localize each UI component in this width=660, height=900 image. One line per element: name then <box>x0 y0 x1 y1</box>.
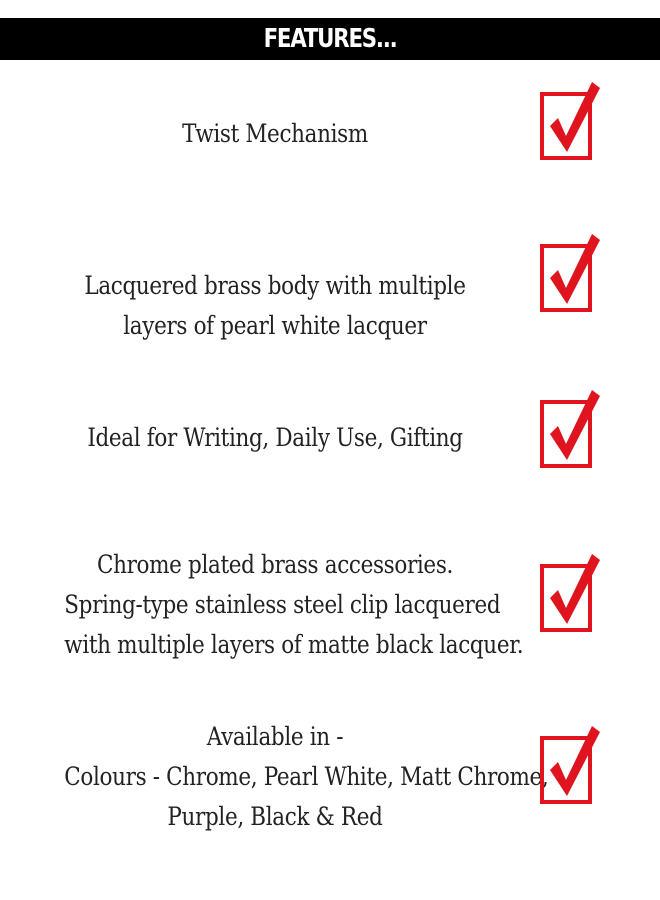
feature-line: Twist Mechanism <box>182 119 368 148</box>
feature-text <box>30 717 549 837</box>
feature-text <box>30 266 520 346</box>
feature-line: Spring-type stainless steel clip lacquered <box>64 590 501 619</box>
feature-text <box>30 545 524 665</box>
checkbox-checked-icon <box>538 78 604 164</box>
checkbox-checked-icon <box>538 386 604 472</box>
feature-line: Lacquered brass body with multiple <box>84 271 466 300</box>
features-header <box>0 18 660 60</box>
feature-text <box>30 114 520 154</box>
feature-line: Ideal for Writing, Daily Use, Gifting <box>87 423 463 452</box>
checkbox-checked-icon <box>538 550 604 636</box>
header-title: FEATURES... <box>263 24 397 54</box>
feature-line: Chrome plated brass accessories. <box>96 550 454 579</box>
feature-text <box>30 418 520 458</box>
feature-line: Purple, Black & Red <box>167 802 383 831</box>
feature-line: layers of pearl white lacquer <box>123 311 427 340</box>
checkbox-checked-icon <box>538 722 604 808</box>
feature-line: Available in - <box>206 722 344 751</box>
feature-line: with multiple layers of matte black lacquer. <box>64 630 524 659</box>
feature-line: Colours - Chrome, Pearl White, Matt Chrome, <box>64 762 549 791</box>
checkbox-checked-icon <box>538 230 604 316</box>
